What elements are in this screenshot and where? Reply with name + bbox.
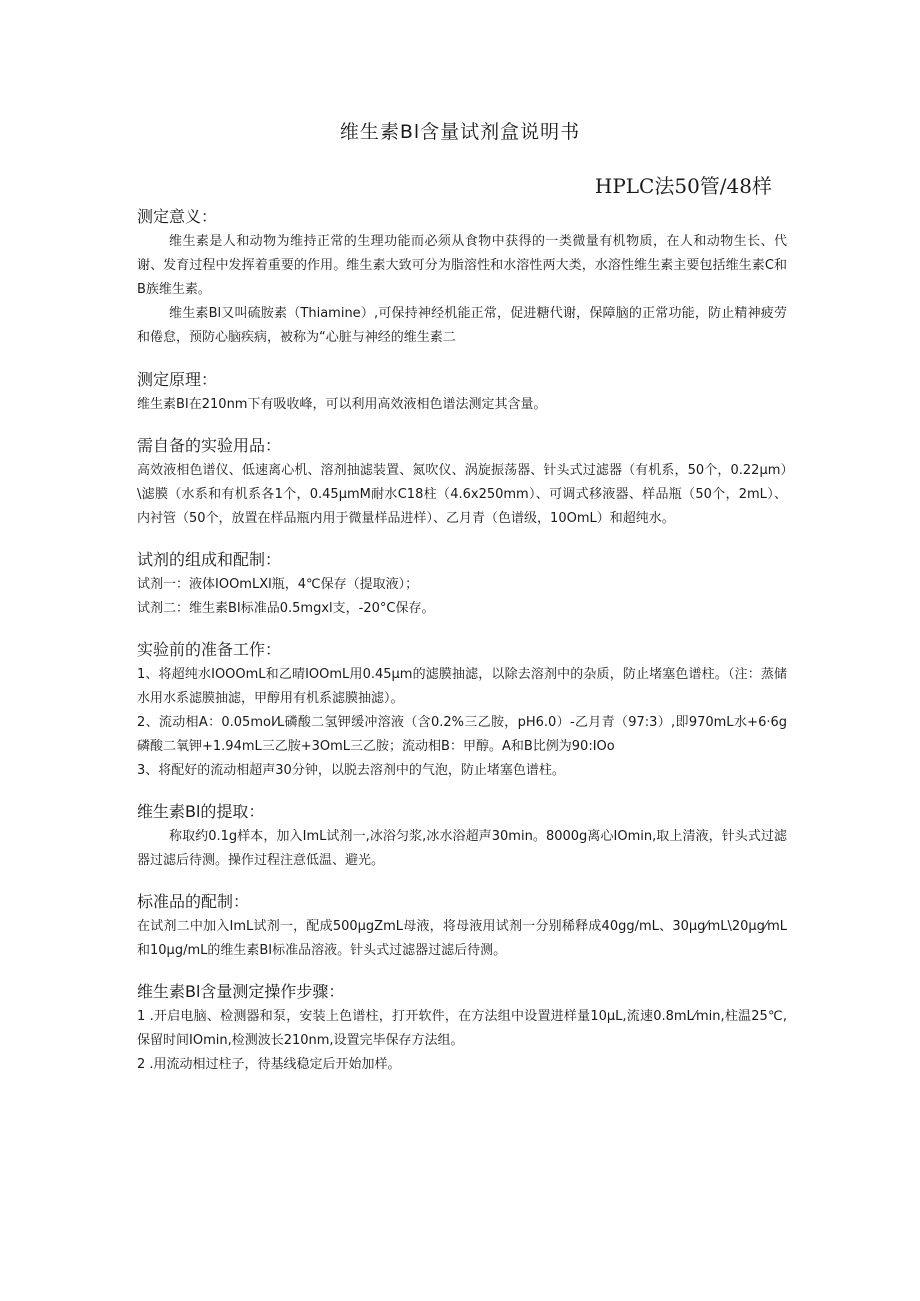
section-heading: 试剂的组成和配制： [137,550,282,569]
section-reagents [137,547,787,621]
section-extraction [137,799,787,873]
paragraph: 维生素是人和动物为维持正常的生理功能而必须从食物中获得的一类微量有机物质，在人和动物生长、代谢、发育过程中发挥着重要的作用。维生素大致可分为脂溶性和水溶性两大类，水溶性维生素主要包括维生素C和B族维生素。 [137,234,787,297]
document-subtitle: HPLC法50管/48样 [594,174,772,198]
section-heading: 维生素Bl的提取： [137,802,265,821]
paragraph: 试剂一：液体IOOmLXl瓶，4℃保存（提取液）； [137,577,419,592]
paragraph: 称取约0.1g样本，加入ImL试剂一,冰浴匀浆,冰水浴超声30min。8000g离心IOmin,取上清液，针头式过滤器过滤后待测。操作过程注意低温、避光。 [137,829,787,868]
paragraph: 维生素Bl又叫硫胺素（Thiamine）,可保持神经机能正常，促进糖代谢，保障脑的正常功能，防止精神疲劳和倦怠，预防心脑疾病，被称为“心脏与神经的维生素二 [137,306,787,345]
section-heading: 标准品的配制： [137,892,250,911]
section-heading: 测定意义： [137,207,218,226]
paragraph: 2、流动相A：0.05moI⁄L磷酸二氢钾缓冲溶液（含0.2%三乙胺，pH6.0）-乙月青（97:3）,即970mL水+6·6g磷酸二氧钾+1.94mL三乙胺+3OmL三乙胺；流动相B：甲醇。A和B比例为90:IOo [137,715,787,754]
paragraph: 1 .开启电脑、检测器和泵，安装上色谱柱，打开软件，在方法组中设置进样量10μL,流速0.8mL⁄min,柱温25℃,保留时间IOmin,检测波长210nm,设置完毕保存方法组。 [137,1009,787,1048]
section-principle [137,367,787,417]
paragraph: 高效液相色谱仪、低速离心机、溶剂抽滤装置、氮吹仪、涡旋振荡器、针头式过滤器（有机系，50个，0.22μm）\滤膜（水系和有机系各1个，0.45μmM耐水C18柱（4.6x250mm）、可调式移液器、样品瓶（50个，2mL）、内衬管（50个，放置在样品瓶内用于微量样品进样）、乙月青（色谱级，10OmL）和超纯水。 [137,463,788,526]
section-heading: 实验前的准备工作： [137,640,282,659]
section-procedure [137,979,787,1077]
section-standard [137,889,787,963]
paragraph: 3、将配好的流动相超声30分钟，以脱去溶剂中的气泡，防止堵塞色谱柱。 [137,763,565,778]
paragraph: 1、将超纯水IOOOmL和乙晴IOOmL用0.45μm的滤膜抽滤，以除去溶剂中的杂质，防止堵塞色谱柱。（注：蒸储水用水系滤膜抽滤，甲醇用有机系滤膜抽滤）。 [137,667,787,706]
section-heading: 需自备的实验用品： [137,436,282,455]
paragraph: 试剂二：维生素BI标准品0.5mgxl支，-20°C保存。 [137,601,435,616]
section-heading: 测定原理： [137,370,218,389]
paragraph: 维生素BI在210nm下有吸收峰，可以利用高效液相色谱法测定其含量。 [137,397,547,412]
section-heading: 维生素Bl含量测定操作步骤： [137,982,345,1001]
paragraph: 在试剂二中加入ImL试剂一，配成500μgZmL母液，将母液用试剂一分别稀释成40gg/mL、30μg⁄mL\20μg⁄mL和10μg/mL的维生素BI标准品溶液。针头式过滤器过滤后待测。 [137,919,787,958]
document-title: 维生素Bl含量试剂盒说明书 [339,121,581,143]
paragraph: 2 .用流动相过柱子，待基线稳定后开始加样。 [137,1057,401,1072]
section-preparation [137,637,787,783]
document-body [137,204,787,1077]
section-supplies [137,433,787,531]
section-significance [137,204,787,350]
